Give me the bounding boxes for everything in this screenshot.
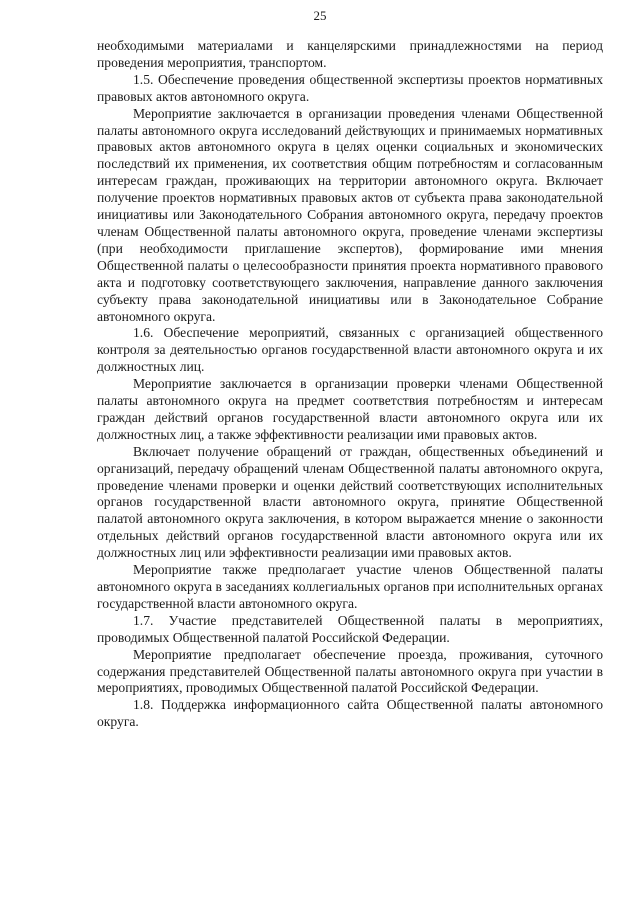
paragraph-1-7-heading: 1.7. Участие представителей Общественной палаты в мероприятиях, проводимых Общественной палатой Российской Федерации.: [97, 612, 603, 645]
paragraph-1-6-participation: Мероприятие также предполагает участие членов Общественной палаты автономного округа в заседаниях коллегиальных органов при исполнительных органах государственной власти автономного округа.: [97, 562, 603, 611]
paragraph-1-6-includes: Включает получение обращений от граждан, общественных объединений и организаций, передачу обращений членам Общественной палаты автономного округа, проведение членами проверки и оценки действий соответствующих исполнительных органов государственной власти автономного округа, принятие Общественной палатой автономного округа заключения, в котором выражается мнение о законности отдельных действий органов государственной власти автономного округа или их должностных лиц или эффективности реализации ими правовых актов.: [97, 443, 603, 561]
paragraph-1-7-body: Мероприятие предполагает обеспечение проезда, проживания, суточного содержания представителей Общественной палаты автономного округа при участии в мероприятиях, проводимых Общественной палатой Российской Федерации.: [97, 646, 603, 696]
paragraph-1-5-body: Мероприятие заключается в организации проведения членами Общественной палаты автономного округа исследований действующих и принимаемых нормативных правовых актов автономного округа в целях оценки социальных и экономических последствий их применения, их соответствия общим потребностям и согласованным интересам граждан, проживающих на территории автономного округа. Включает получение проектов нормативных правовых актов от субъекта права законодательной инициативы или Законодательного Собрания автономного округа, передачу проектов членам Общественной палаты автономного округа, проведение членами экспертизы (при необходимости приглашение экспертов), формирование ими мнения Общественной палаты о целесообразности принятия проекта нормативного правового акта и подготовку соответствующего заключения, направление данного заключения субъекту права законодательной инициативы или в Законодательное Собрание автономного округа.: [97, 105, 603, 324]
page-number: 25: [313, 8, 327, 23]
paragraph-continuation: необходимыми материалами и канцелярскими принадлежностями на период проведения мероприятия, транспортом.: [97, 38, 603, 70]
document-body: [97, 38, 603, 731]
paragraph-1-6-heading: 1.6. Обеспечение мероприятий, связанных с организацией общественного контроля за деятельностью органов государственной власти автономного округа и их должностных лиц.: [97, 325, 603, 375]
paragraph-1-8-heading: 1.8. Поддержка информационного сайта Общественной палаты автономного округа.: [97, 697, 603, 730]
paragraph-1-5-heading: 1.5. Обеспечение проведения общественной экспертизы проектов нормативных правовых актов автономного округа.: [97, 71, 603, 104]
paragraph-1-6-body: Мероприятие заключается в организации проверки членами Общественной палаты автономного округа на предмет соответствия потребностям и интересам граждан действий органов государственной власти автономного округа или их должностных лиц, а также эффективности реализации ими правовых актов.: [97, 376, 603, 442]
